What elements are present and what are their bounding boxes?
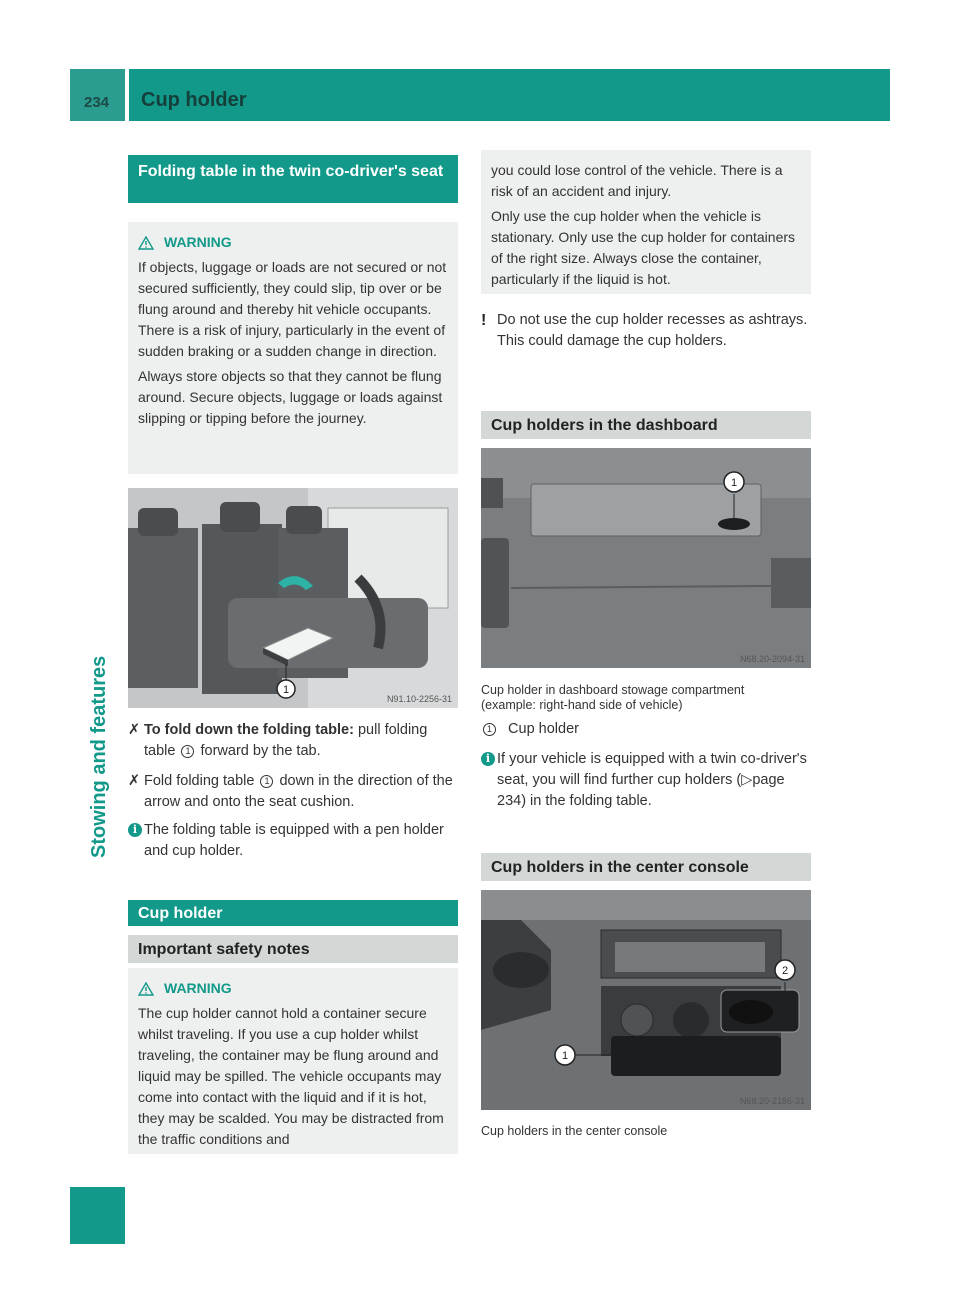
caution-text: Do not use the cup holder recesses as ashtrays. This could damage the cup holders. (497, 312, 808, 349)
sidebar-marker (70, 1187, 125, 1244)
center-console-illustration (481, 890, 811, 1110)
legend-text: Cup holder (508, 721, 579, 737)
image-caption (481, 1124, 811, 1139)
caption-line: (example: right-hand side of vehicle) (481, 698, 683, 712)
callout-ref: 1 (483, 723, 496, 736)
warning-triangle-icon (138, 982, 154, 996)
page-header (129, 69, 890, 121)
callout-2: 2 (781, 965, 789, 977)
warning-text: Always store objects so that they cannot be flung around. Secure objects, luggage or loads against slipping or tipping before the journey. (138, 368, 443, 426)
image-code: N91.10-2256-31 (386, 694, 452, 704)
section-heading-folding-table (128, 155, 458, 203)
step-text: pull folding table (144, 722, 428, 759)
warning-title (138, 232, 448, 253)
callout-ref: 1 (260, 775, 273, 788)
warning-box (128, 222, 458, 474)
section-sidebar (84, 448, 114, 858)
caption-line: Cup holder in dashboard stowage compartment (481, 683, 745, 697)
warning-text: you could lose control of the vehicle. There is a risk of an accident and injury. (491, 162, 783, 199)
step-arrow-icon: ✗ (128, 773, 141, 789)
step-text: forward by the tab. (196, 743, 321, 759)
warning-box (128, 968, 458, 1154)
info-note (128, 820, 460, 862)
caution-note (481, 310, 813, 352)
warning-title (138, 978, 448, 999)
image-code: N68.20-2094-31 (739, 654, 805, 664)
page-number-box (70, 69, 125, 121)
legend-item (481, 719, 811, 740)
seat-illustration (128, 488, 458, 708)
dashboard-illustration (481, 448, 811, 668)
warning-label: WARNING (164, 980, 232, 996)
callout-ref: 1 (181, 745, 194, 758)
center-console-photo (481, 890, 811, 1110)
info-text: If your vehicle is equipped with a twin co-driver's seat, you will find further cup holders ( (497, 751, 807, 788)
info-text: The folding table is equipped with a pen holder and cup holder. (144, 822, 444, 859)
warning-text: The cup holder cannot hold a container secure whilst traveling. If you use a cup holder whilst traveling, the container may be flung around and liquid may be spilled. The vehicle occupants may come into contact with the liquid and if it is hot, they may be scalded. You may be distracted from the traffic conditions and (138, 1005, 444, 1147)
info-icon: i (128, 823, 142, 837)
page-ref-arrow-icon: ▷ (741, 772, 753, 788)
section-heading-cup-holder (128, 900, 458, 926)
subsection-heading-center-console (481, 853, 811, 881)
heading-text: Important safety notes (138, 941, 310, 958)
subsection-heading-dashboard (481, 411, 811, 439)
image-caption (481, 683, 811, 713)
warning-text: If objects, luggage or loads are not secured or not secured sufficiently, they could slip, tip over or be flung around and thereby hit vehicle occupants. There is a risk of injury, particularly in the event of sudden braking or a sudden change in direction. (138, 259, 447, 359)
subsection-heading-safety (128, 935, 458, 963)
sidebar-section-label: Stowing and features (88, 655, 110, 858)
warning-triangle-icon (138, 236, 154, 250)
heading-text: Cup holders in the center console (491, 859, 749, 876)
warning-label: WARNING (164, 234, 232, 250)
page-number: 234 (84, 94, 110, 111)
page-title: Cup holder (141, 89, 247, 111)
step-text: Fold folding table (144, 773, 259, 789)
step-title: To fold down the folding table: (144, 722, 354, 738)
heading-text: Folding table in the twin co-driver's seat (138, 163, 444, 180)
heading-text: Cup holder (138, 905, 223, 922)
warning-box-continued (481, 150, 811, 294)
dashboard-cup-holder-photo (481, 448, 811, 668)
info-icon: i (481, 752, 495, 766)
caution-icon: ! (481, 312, 487, 329)
callout-1: 1 (282, 684, 290, 696)
instruction-step (128, 771, 460, 813)
callout-1: 1 (561, 1050, 569, 1062)
heading-text: Cup holders in the dashboard (491, 417, 718, 434)
step-text: down in the direction of the arrow and onto the seat cushion. (144, 773, 453, 810)
step-arrow-icon: ✗ (128, 722, 141, 738)
image-code: N68.20-2186-31 (739, 1096, 805, 1106)
warning-text: Only use the cup holder when the vehicle is stationary. Only use the cup holder for containers of the right size. Always close the container, particularly if the liquid is hot. (491, 208, 796, 287)
folding-table-photo (128, 488, 458, 708)
info-text: page 234) in the folding table. (497, 772, 785, 809)
callout-1: 1 (730, 477, 738, 489)
caption-line: Cup holders in the center console (481, 1124, 668, 1138)
info-note (481, 749, 813, 812)
instruction-step (128, 720, 460, 762)
